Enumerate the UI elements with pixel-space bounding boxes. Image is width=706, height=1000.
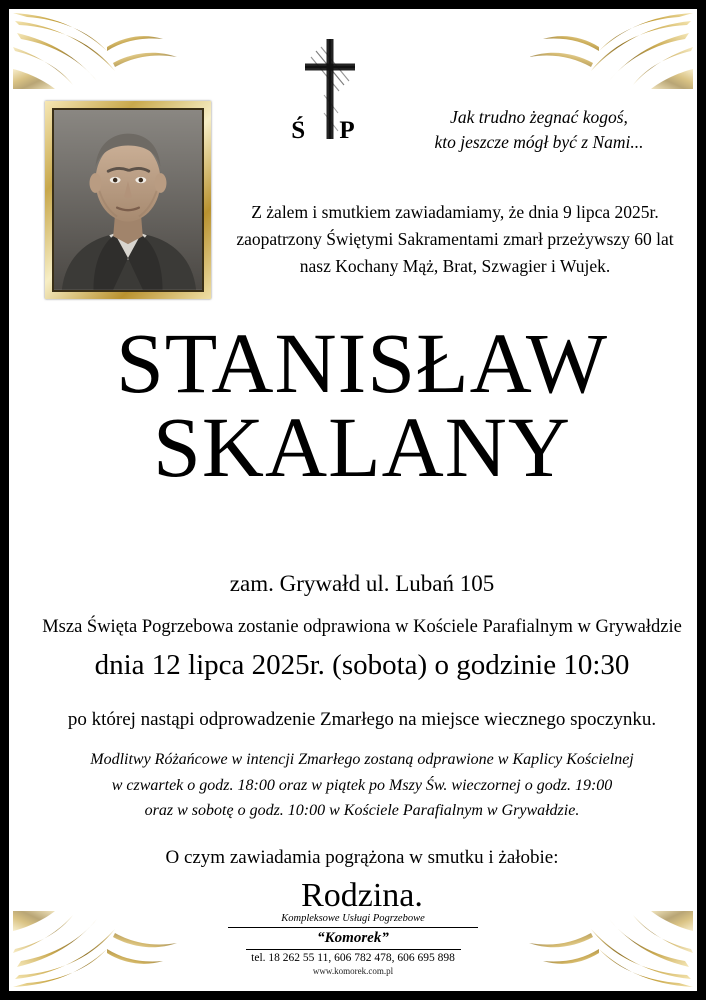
intro-line-1: Z żalem i smutkiem zawiadamiamy, że dnia 9 lipca 2025r. <box>251 202 659 222</box>
deceased-address: zam. Grywałd ul. Lubań 105 <box>229 571 495 596</box>
closing-text: O czym zawiadamia pogrążona w smutku i żałobie: <box>165 847 559 868</box>
footer-website: www.komorek.com.pl <box>312 965 394 976</box>
mass-location-line: Msza Święta Pogrzebowa zostanie odprawiona w Kościele Parafialnym w Grywałdzie <box>42 617 682 637</box>
epitaph-block <box>379 105 699 156</box>
corner-ornament-top-left <box>11 11 181 89</box>
epitaph-line-2: kto jeszcze mógł być z Nami... <box>434 132 644 153</box>
deceased-first-name: STANISŁAW <box>115 315 609 411</box>
footer-divider-top <box>228 927 478 928</box>
footer-phones: tel. 18 262 55 11, 606 782 478, 606 695 898 <box>251 952 455 965</box>
intro-line-3: nasz Kochany Mąż, Brat, Szwagier i Wujek. <box>299 256 611 277</box>
footer-services: Kompleksowe Usługi Pogrzebowe <box>281 912 425 924</box>
footer-company-name: “Komorek” <box>317 929 389 946</box>
funeral-home-footer <box>9 912 697 978</box>
corner-ornament-top-right <box>525 11 695 89</box>
portrait-illustration <box>54 110 202 290</box>
rosary-line-1: Modlitwy Różańcowe w intencji Zmarłego zostaną odprawione w Kaplicy Kościelnej <box>90 751 634 768</box>
epitaph-line-1: Jak trudno żegnać kogoś, <box>450 107 628 127</box>
deceased-name <box>29 315 695 496</box>
deceased-photo <box>52 108 204 292</box>
sp-initials: Ś P <box>291 117 369 144</box>
intro-line-2: zaopatrzony Świętymi Sakramentami zmarł przeżywszy 60 lat <box>236 229 674 250</box>
rosary-line-3: oraz w sobotę o godz. 10:00 w Kościele Parafialnym w Grywałdzie. <box>144 802 580 820</box>
rosary-line-2: w czwartek o godz. 18:00 oraz w piątek po Mszy Św. wieczornej o godz. 19:00 <box>111 776 613 794</box>
intro-block <box>209 199 701 280</box>
procession-line: po której nastąpi odprowadzenie Zmarłego na miejsce wiecznego spoczynku. <box>67 709 657 730</box>
mass-datetime: dnia 12 lipca 2025r. (sobota) o godzinie 10:30 <box>94 649 630 681</box>
deceased-last-name: SKALANY <box>153 399 571 496</box>
family-signature: Rodzina. <box>301 877 423 914</box>
deceased-photo-frame <box>45 101 211 299</box>
footer-divider-bottom <box>246 949 461 950</box>
rosary-block <box>29 747 695 824</box>
